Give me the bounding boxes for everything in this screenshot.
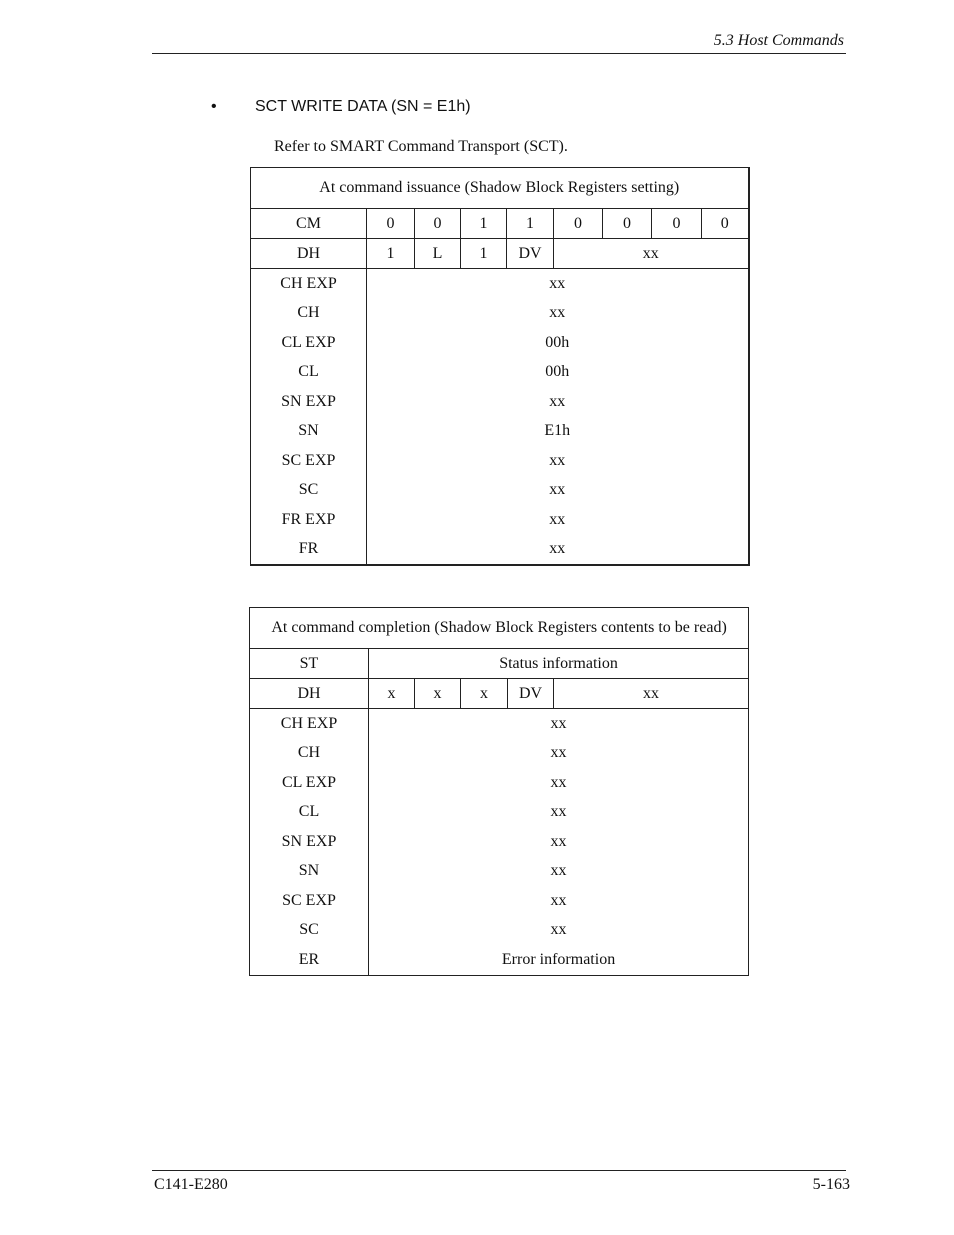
register-value: xx [369,827,749,857]
table-row [250,857,749,887]
table-row [250,768,749,798]
register-value: xx [369,886,749,916]
cm-bit-4: 1 [507,209,554,239]
register-label: CH [251,299,367,329]
register-label: SN [250,857,369,887]
register-label: SC [250,916,369,946]
register-value: xx [369,857,749,887]
table-row [250,739,749,769]
register-label: SN EXP [250,827,369,857]
register-value: Status information [369,649,749,679]
dh-row [251,239,749,269]
table-row [251,358,749,388]
dh-bit-7: 1 [367,239,415,269]
register-label: ER [250,945,369,975]
dh-bit-7: x [369,679,415,709]
register-label: SC EXP [251,446,367,476]
dh-bit-5: 1 [461,239,507,269]
dh-bit-6: L [415,239,461,269]
document-id: C141-E280 [154,1176,228,1193]
cm-bit-5: 1 [461,209,507,239]
header-rule [152,53,846,54]
register-label: SC [251,476,367,506]
register-label: CL EXP [250,768,369,798]
table-row [251,387,749,417]
register-label: FR EXP [251,505,367,535]
register-label: DH [250,679,369,709]
bullet: • [211,98,217,115]
register-value: Error information [369,945,749,975]
table-row [250,916,749,946]
cm-bit-6: 0 [415,209,461,239]
table-row [250,827,749,857]
register-value: xx [367,387,749,417]
register-value: E1h [367,417,749,447]
cm-bit-1: 0 [652,209,702,239]
register-value: xx [369,916,749,946]
cm-bit-3: 0 [554,209,603,239]
register-label: ST [250,649,369,679]
table-row [251,446,749,476]
register-label: CL EXP [251,328,367,358]
dh-bit-4: DV [508,679,554,709]
cm-bit-0: 0 [702,209,749,239]
register-value: 00h [367,358,749,388]
completion-register-table [249,607,749,976]
table-row [250,798,749,828]
register-label: CH EXP [251,269,367,299]
register-label: SC EXP [250,886,369,916]
register-value: xx [369,709,749,739]
dh-low-bits: xx [554,239,749,269]
dh-row [250,679,749,709]
register-value: xx [369,739,749,769]
command-title: SCT WRITE DATA (SN = E1h) [255,98,471,115]
table-row [251,269,749,299]
st-row [250,649,749,679]
register-value: xx [367,535,749,566]
cm-row [251,209,749,239]
completion-body [250,709,749,976]
table-row [251,505,749,535]
register-label: CL [250,798,369,828]
register-value: xx [367,505,749,535]
register-value: xx [367,299,749,329]
register-label: CH [250,739,369,769]
issuance-title: At command issuance (Shadow Block Registers setting) [251,168,749,209]
register-value: 00h [367,328,749,358]
register-value: xx [367,446,749,476]
page-number: 5-163 [812,1176,850,1193]
table-row [250,945,749,975]
register-value: xx [369,768,749,798]
table-row [251,417,749,447]
completion-title: At command completion (Shadow Block Registers contents to be read) [250,608,749,649]
issuance-register-table [250,167,750,566]
issuance-body [251,269,749,566]
dh-bit-4: DV [507,239,554,269]
table-row [250,709,749,739]
dh-bit-5: x [461,679,508,709]
intro-text: Refer to SMART Command Transport (SCT). [274,138,568,155]
register-label: CH EXP [250,709,369,739]
register-label: CM [251,209,367,239]
table-row [250,886,749,916]
table-row [251,328,749,358]
register-label: DH [251,239,367,269]
footer-rule [152,1170,846,1171]
running-header: 5.3 Host Commands [713,32,844,49]
register-label: SN EXP [251,387,367,417]
cm-bit-2: 0 [603,209,652,239]
register-label: FR [251,535,367,566]
register-value: xx [367,269,749,299]
register-value: xx [369,798,749,828]
dh-low-bits: xx [554,679,749,709]
register-label: CL [251,358,367,388]
table-row [251,535,749,566]
register-value: xx [367,476,749,506]
cm-bit-7: 0 [367,209,415,239]
table-row [251,299,749,329]
register-label: SN [251,417,367,447]
table-row [251,476,749,506]
dh-bit-6: x [415,679,461,709]
